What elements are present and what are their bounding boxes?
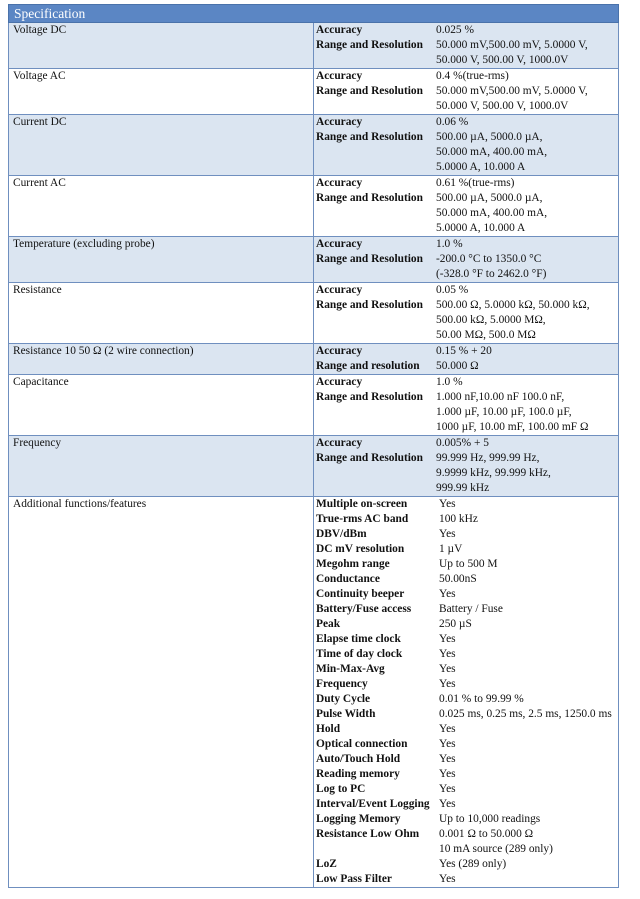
spec-label: Time of day clock	[316, 648, 403, 660]
spec-value: 1.0 %	[436, 238, 463, 250]
spec-label: True-rms AC band	[316, 513, 409, 525]
spec-label: Conductance	[316, 573, 380, 585]
spec-line	[316, 252, 615, 282]
spec-line	[316, 451, 615, 496]
category-cell: Additional functions/features	[9, 497, 314, 888]
spec-line	[316, 587, 615, 602]
spec-label: Accuracy	[316, 238, 363, 250]
spec-label: LoZ	[316, 858, 337, 870]
spec-value: 0.001 Ω to 50.000 Ω 10 mA source (289 only)	[439, 828, 553, 855]
spec-value: 0.025 ms, 0.25 ms, 2.5 ms, 1250.0 ms	[439, 708, 612, 720]
spec-line	[316, 767, 615, 782]
spec-label: Accuracy	[316, 345, 363, 357]
table-row	[9, 436, 619, 497]
spec-line	[316, 237, 615, 252]
spec-value: 100 kHz	[439, 513, 478, 525]
spec-label: Continuity beeper	[316, 588, 405, 600]
category-cell: Voltage AC	[9, 69, 314, 115]
spec-value: 0.61 %(true-rms)	[436, 177, 515, 189]
spec-line	[316, 130, 615, 175]
spec-line	[316, 617, 615, 632]
spec-value: Yes	[439, 633, 456, 645]
spec-label: Reading memory	[316, 768, 400, 780]
details-cell	[314, 69, 619, 115]
spec-value: 500.00 µA, 5000.0 µA, 50.000 mA, 400.00 mA, 5.0000 A, 10.000 A	[436, 192, 548, 234]
table-row	[9, 344, 619, 375]
spec-value: 0.005% + 5	[436, 437, 489, 449]
spec-value: 500.00 Ω, 5.0000 kΩ, 50.000 kΩ, 500.00 kΩ, 5.0000 MΩ, 50.00 MΩ, 500.0 MΩ	[436, 299, 590, 341]
spec-label: Pulse Width	[316, 708, 376, 720]
spec-label: Peak	[316, 618, 341, 630]
table-body	[9, 23, 619, 888]
spec-label: Range and resolution	[316, 360, 420, 372]
spec-label: Range and Resolution	[316, 85, 423, 97]
spec-value: Yes	[439, 798, 456, 810]
table-row	[9, 237, 619, 283]
spec-label: Accuracy	[316, 376, 363, 388]
details-cell	[314, 176, 619, 237]
spec-line	[316, 176, 615, 191]
spec-line	[316, 782, 615, 797]
spec-label: Range and Resolution	[316, 391, 423, 403]
spec-label: Accuracy	[316, 24, 363, 36]
spec-label: Battery/Fuse access	[316, 603, 412, 615]
spec-line	[316, 84, 615, 114]
spec-line	[316, 359, 615, 374]
spec-value: Up to 500 M	[439, 558, 498, 570]
spec-value: Yes	[439, 648, 456, 660]
spec-label: DC mV resolution	[316, 543, 405, 555]
spec-label: Range and Resolution	[316, 39, 423, 51]
spec-value: Yes	[439, 678, 456, 690]
spec-line	[316, 752, 615, 767]
table-row	[9, 375, 619, 436]
table-title: Specification	[9, 5, 619, 23]
spec-line	[316, 390, 615, 435]
spec-line	[316, 38, 615, 68]
details-cell	[314, 283, 619, 344]
spec-value: Yes	[439, 738, 456, 750]
spec-label: Range and Resolution	[316, 253, 423, 265]
spec-value: 500.00 µA, 5000.0 µA, 50.000 mA, 400.00 mA, 5.0000 A, 10.000 A	[436, 131, 548, 173]
spec-label: Accuracy	[316, 177, 363, 189]
spec-label: Log to PC	[316, 783, 366, 795]
spec-label: Logging Memory	[316, 813, 401, 825]
table-row	[9, 23, 619, 69]
spec-label: Range and Resolution	[316, 299, 423, 311]
spec-line	[316, 69, 615, 84]
spec-line	[316, 677, 615, 692]
spec-label: Range and Resolution	[316, 452, 423, 464]
spec-label: Hold	[316, 723, 341, 735]
category-cell: Voltage DC	[9, 23, 314, 69]
spec-label: Accuracy	[316, 116, 363, 128]
spec-value: 50.00nS	[439, 573, 477, 585]
spec-value: Yes	[439, 768, 456, 780]
spec-line	[316, 298, 615, 343]
spec-label: Frequency	[316, 678, 368, 690]
spec-line	[316, 527, 615, 542]
spec-label: Range and Resolution	[316, 131, 423, 143]
spec-value: 0.15 % + 20	[436, 345, 492, 357]
spec-label: Low Pass Filter	[316, 873, 392, 885]
spec-value: 0.05 %	[436, 284, 469, 296]
spec-line	[316, 436, 615, 451]
spec-line	[316, 602, 615, 617]
category-cell: Temperature (excluding probe)	[9, 237, 314, 283]
table-header-row	[9, 5, 619, 23]
details-cell	[314, 237, 619, 283]
spec-line	[316, 344, 615, 359]
details-cell	[314, 115, 619, 176]
details-cell	[314, 497, 619, 888]
spec-label: Auto/Touch Hold	[316, 753, 401, 765]
spec-line	[316, 375, 615, 390]
spec-value: 0.4 %(true-rms)	[436, 70, 509, 82]
spec-value: Yes	[439, 753, 456, 765]
spec-line	[316, 692, 615, 707]
spec-line	[316, 512, 615, 527]
category-cell: Resistance 10 50 Ω (2 wire connection)	[9, 344, 314, 375]
table-row	[9, 69, 619, 115]
spec-line	[316, 647, 615, 662]
spec-value: 1 µV	[439, 543, 463, 555]
category-cell: Capacitance	[9, 375, 314, 436]
spec-line	[316, 662, 615, 677]
spec-value: Yes	[439, 783, 456, 795]
spec-value: 1.000 nF,10.00 nF 100.0 nF, 1.000 µF, 10.00 µF, 100.0 µF, 1000 µF, 10.00 mF, 100.00 mF Ω	[436, 391, 589, 433]
spec-line	[316, 722, 615, 737]
specification-table	[8, 4, 619, 888]
spec-line	[316, 797, 615, 812]
spec-value: 0.025 %	[436, 24, 474, 36]
spec-value: 1.0 %	[436, 376, 463, 388]
table-row	[9, 497, 619, 888]
spec-value: -200.0 °C to 1350.0 °C (-328.0 °F to 2462.0 °F)	[436, 253, 547, 280]
spec-line	[316, 827, 615, 857]
details-cell	[314, 436, 619, 497]
details-cell	[314, 375, 619, 436]
spec-value: Yes	[439, 723, 456, 735]
spec-value: Yes	[439, 498, 456, 510]
category-cell: Current DC	[9, 115, 314, 176]
spec-value: Yes	[439, 663, 456, 675]
spec-value: 50.000 mV,500.00 mV, 5.0000 V, 50.000 V, 500.00 V, 1000.0V	[436, 85, 588, 112]
spec-label: Range and Resolution	[316, 192, 423, 204]
spec-value: 0.01 % to 99.99 %	[439, 693, 524, 705]
spec-line	[316, 857, 615, 872]
spec-line	[316, 737, 615, 752]
spec-line	[316, 872, 615, 887]
spec-label: Resistance Low Ohm	[316, 828, 420, 840]
spec-line	[316, 572, 615, 587]
spec-line	[316, 632, 615, 647]
spec-line	[316, 497, 615, 512]
spec-value: 50.000 mV,500.00 mV, 5.0000 V, 50.000 V, 500.00 V, 1000.0V	[436, 39, 588, 66]
spec-value: Yes	[439, 528, 456, 540]
spec-value: 0.06 %	[436, 116, 469, 128]
category-cell: Frequency	[9, 436, 314, 497]
table-row	[9, 283, 619, 344]
spec-label: Min-Max-Avg	[316, 663, 385, 675]
spec-value: 50.000 Ω	[436, 360, 479, 372]
spec-value: Yes	[439, 588, 456, 600]
table-row	[9, 115, 619, 176]
spec-label: Accuracy	[316, 284, 363, 296]
spec-label: Multiple on-screen	[316, 498, 408, 510]
spec-line	[316, 23, 615, 38]
spec-value: 250 µS	[439, 618, 472, 630]
table-row	[9, 176, 619, 237]
spec-line	[316, 115, 615, 130]
spec-value: 99.999 Hz, 999.99 Hz, 9.9999 kHz, 99.999 kHz, 999.99 kHz	[436, 452, 551, 494]
details-cell	[314, 23, 619, 69]
spec-line	[316, 283, 615, 298]
spec-value: Yes (289 only)	[439, 858, 507, 870]
spec-value: Yes	[439, 873, 456, 885]
category-cell: Current AC	[9, 176, 314, 237]
spec-label: Megohm range	[316, 558, 390, 570]
spec-label: Optical connection	[316, 738, 408, 750]
spec-line	[316, 542, 615, 557]
category-cell: Resistance	[9, 283, 314, 344]
spec-label: DBV/dBm	[316, 528, 367, 540]
spec-label: Accuracy	[316, 70, 363, 82]
spec-label: Elapse time clock	[316, 633, 401, 645]
spec-line	[316, 191, 615, 236]
spec-label: Interval/Event Logging	[316, 798, 430, 810]
spec-value: Up to 10,000 readings	[439, 813, 541, 825]
spec-value: Battery / Fuse	[439, 603, 503, 615]
spec-label: Accuracy	[316, 437, 363, 449]
spec-line	[316, 557, 615, 572]
details-cell	[314, 344, 619, 375]
spec-line	[316, 707, 615, 722]
spec-label: Duty Cycle	[316, 693, 371, 705]
spec-line	[316, 812, 615, 827]
